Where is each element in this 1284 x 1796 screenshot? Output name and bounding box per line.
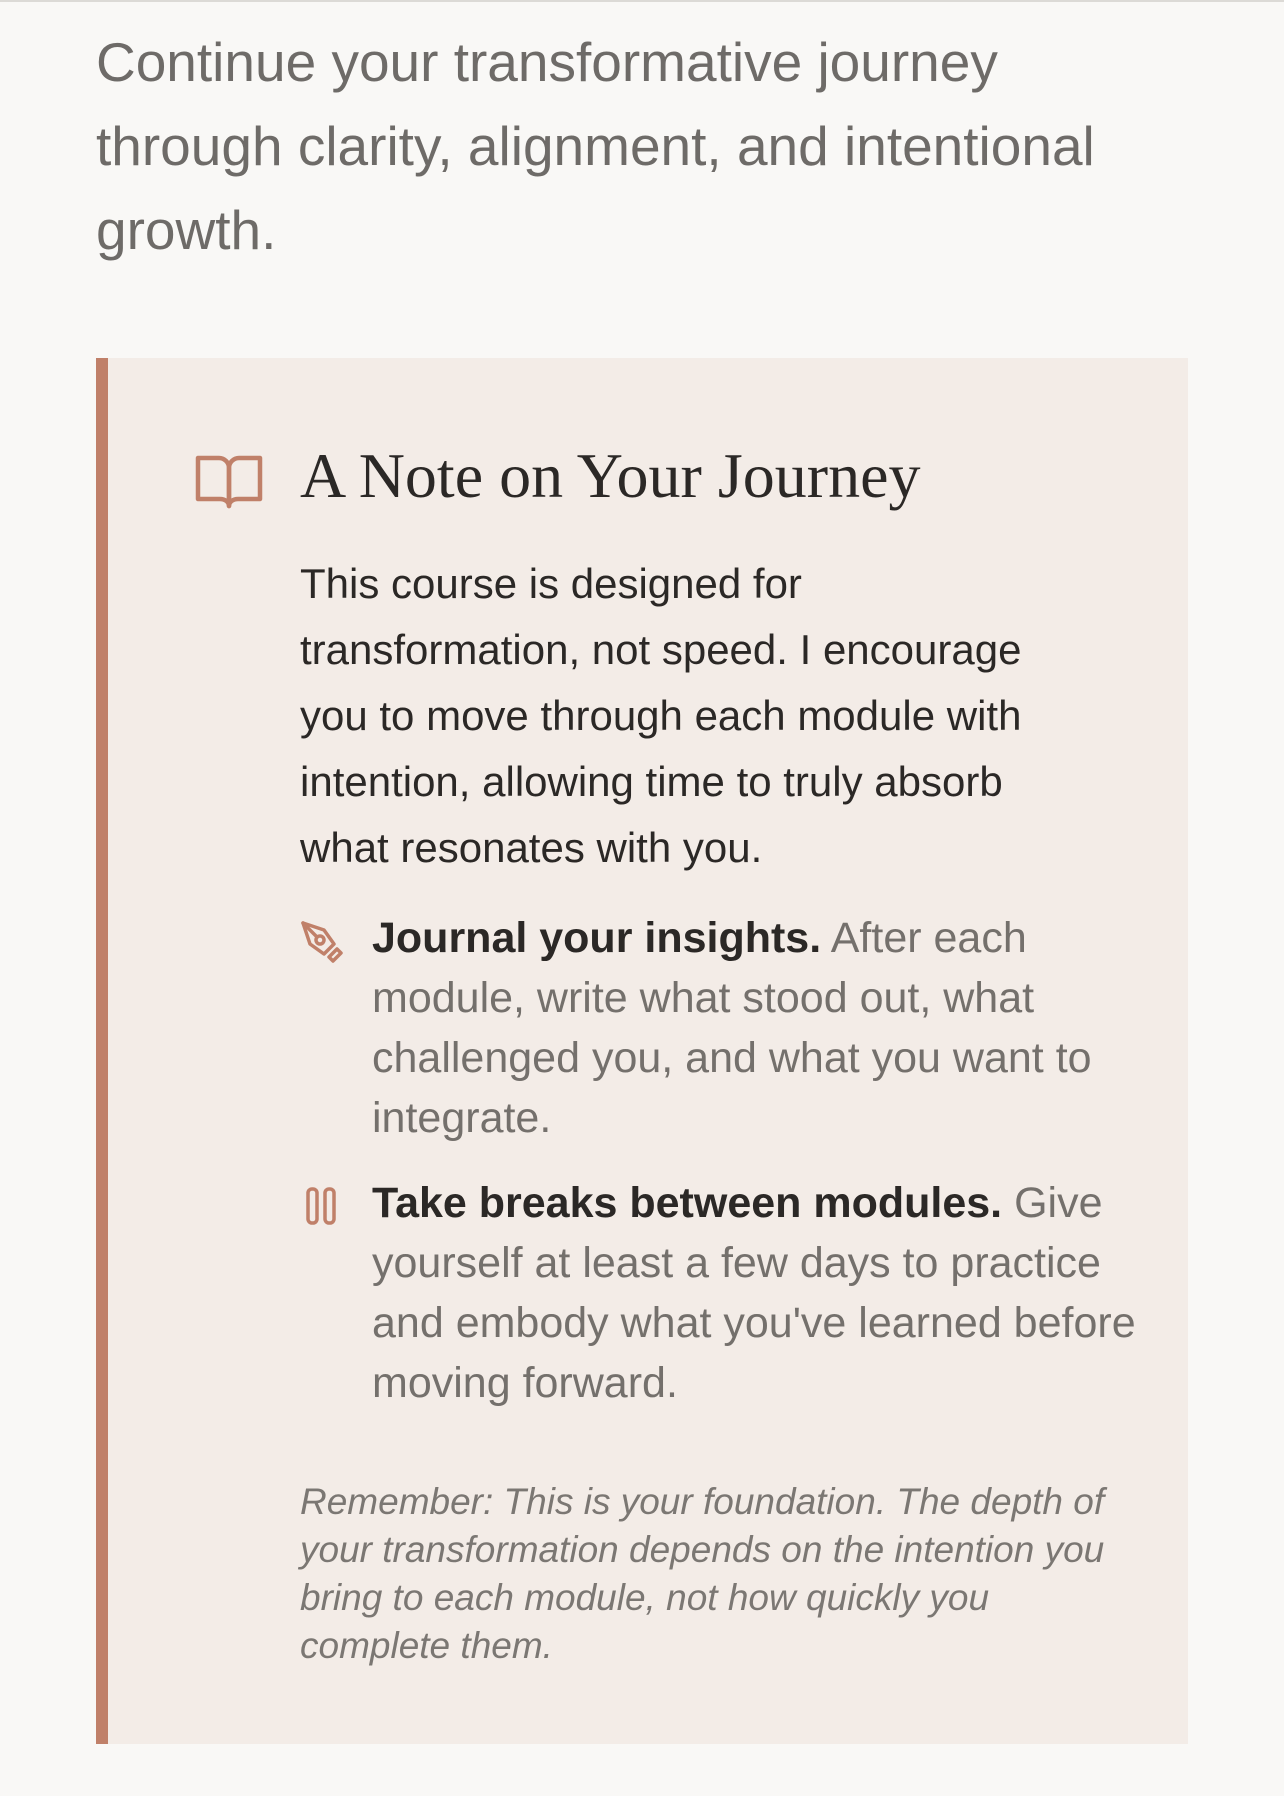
- pause-icon: [300, 1185, 344, 1229]
- tip-description: Give yourself at least a few days to practice and embody what you've learned before moving forward.: [372, 1179, 1136, 1407]
- tip-heading: Take breaks between modules.: [372, 1179, 1003, 1227]
- open-book-icon: [194, 446, 264, 516]
- tip-description: After each module, write what stood out, what challenged you, and what you want to integrate.: [372, 914, 1092, 1142]
- reminder-text: Remember: This is your foundation. The depth of your transformation depends on the intention you bring to each module, not how quickly you complete them.: [300, 1481, 1105, 1666]
- intro-text: Continue your transformative journey through clarity, alignment, and intentional growth.: [96, 31, 1095, 261]
- note-body-text: This course is designed for transformation, not speed. I encourage you to move through each module with intention, allowing time to truly absorb what resonates with you.: [300, 560, 1022, 871]
- tip-text: [372, 908, 1142, 1148]
- journey-note-card: [96, 358, 1188, 1744]
- top-divider: [0, 0, 1284, 2]
- pen-nib-icon: [300, 920, 344, 964]
- tip-text: [372, 1173, 1142, 1413]
- tip-heading: Journal your insights.: [372, 914, 822, 962]
- note-title: A Note on Your Journey: [300, 440, 921, 511]
